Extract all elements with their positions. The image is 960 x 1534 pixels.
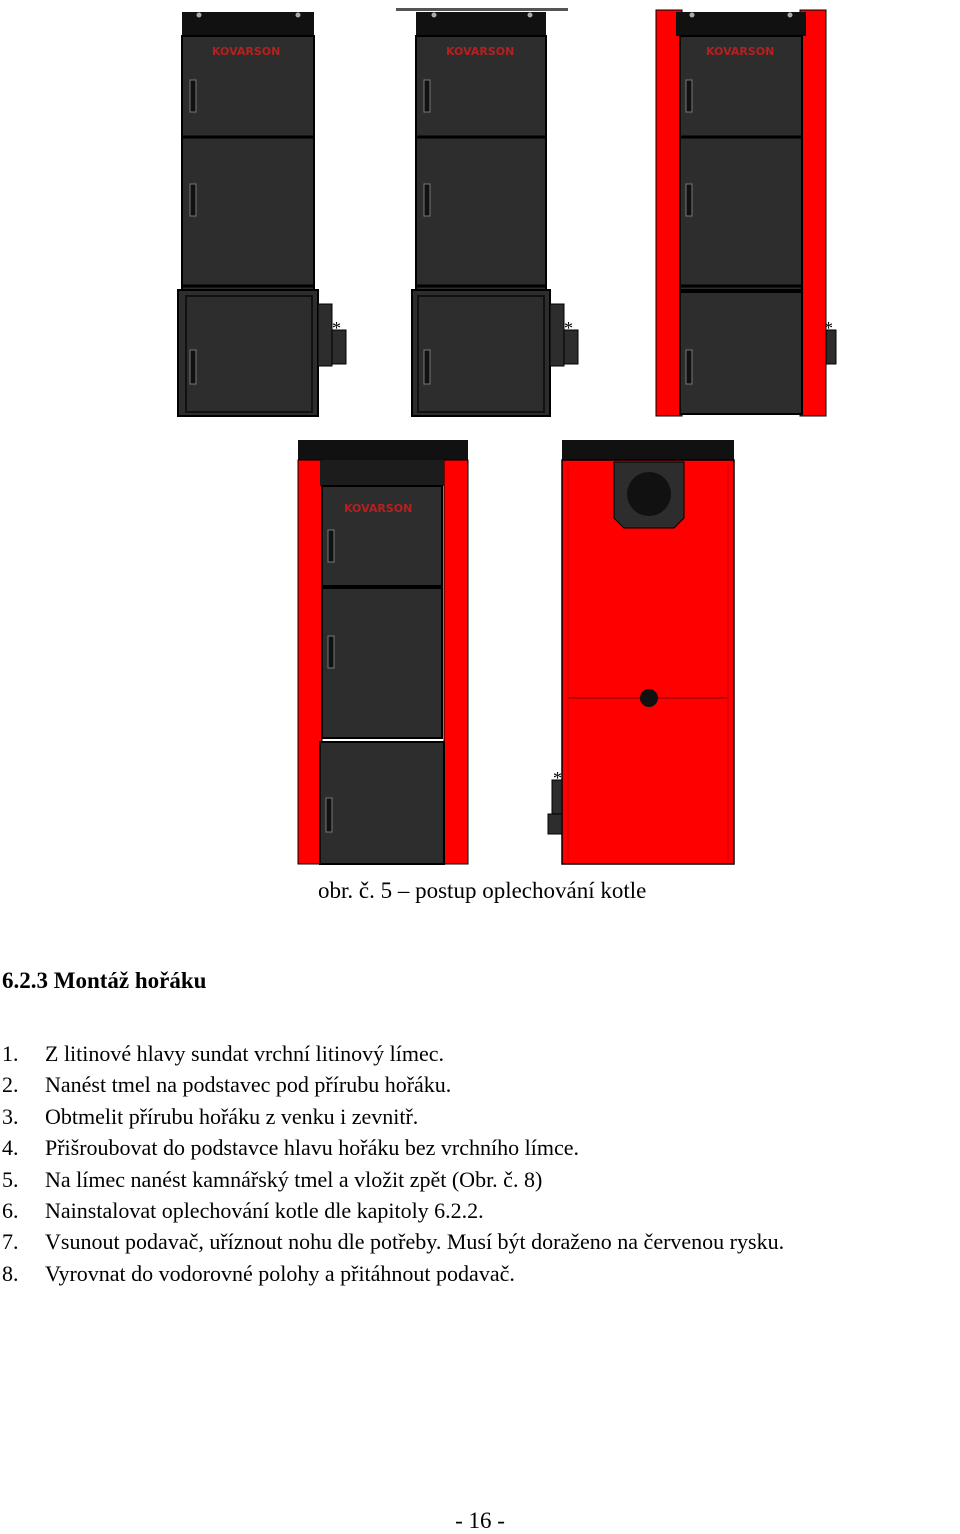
list-item: [2, 1226, 784, 1257]
list-item: [2, 1258, 784, 1289]
step-text: Nanést tmel na podstavec pod přírubu hořáku.: [45, 1072, 452, 1098]
marker-asterisk: *: [564, 318, 573, 338]
marker-asterisk: *: [332, 318, 341, 338]
step-text: Nainstalovat oplechování kotle dle kapitoly 6.2.2.: [45, 1198, 484, 1224]
instruction-list: [2, 1038, 784, 1289]
step-number: 2.: [2, 1072, 19, 1098]
step-text: Přišroubovat do podstavce hlavu hořáku bez vrchního límce.: [45, 1135, 579, 1161]
boiler-step-4: [298, 440, 468, 864]
brand-logo: KOVARSON: [344, 502, 413, 515]
list-item: [2, 1195, 784, 1226]
step-text: Z litinové hlavy sundat vrchní litinový límec.: [45, 1041, 444, 1066]
boiler-step-3: [656, 10, 836, 416]
boiler-step-2: [396, 8, 578, 416]
step-number: 1.: [2, 1041, 19, 1066]
step-number: 6.: [2, 1198, 19, 1224]
marker-asterisk: *: [824, 318, 833, 338]
boiler-step-1: [178, 12, 346, 416]
step-text: Obtmelit přírubu hořáku z venku i zevnitř.: [45, 1103, 419, 1129]
step-number: 7.: [2, 1229, 19, 1255]
marker-asterisk: *: [553, 768, 562, 788]
step-text: Vyrovnat do vodorovné polohy a přitáhnout podavač.: [45, 1260, 515, 1286]
section-heading: 6.2.3 Montáž hořáku: [2, 968, 207, 993]
step-number: 3.: [2, 1103, 19, 1129]
list-item: [2, 1164, 784, 1195]
step-number: 4.: [2, 1135, 19, 1161]
list-item: [2, 1101, 784, 1132]
list-item: [2, 1069, 784, 1100]
brand-logo: KOVARSON: [706, 45, 775, 58]
page-number: - 16 -: [455, 1508, 505, 1533]
step-number: 5.: [2, 1166, 19, 1192]
step-text: Na límec nanést kamnářský tmel a vložit zpět (Obr. č. 8): [45, 1166, 543, 1192]
step-text: Vsunout podavač, uříznout nohu dle potřeby. Musí být doraženo na červenou rysku.: [45, 1229, 785, 1255]
step-number: 8.: [2, 1260, 19, 1286]
brand-logo: KOVARSON: [446, 45, 515, 58]
list-item: [2, 1038, 784, 1069]
brand-logo: KOVARSON: [212, 45, 281, 58]
boiler-step-5: [548, 440, 734, 864]
list-item: [2, 1132, 784, 1163]
figure-caption: obr. č. 5 – postup oplechování kotle: [318, 878, 647, 903]
